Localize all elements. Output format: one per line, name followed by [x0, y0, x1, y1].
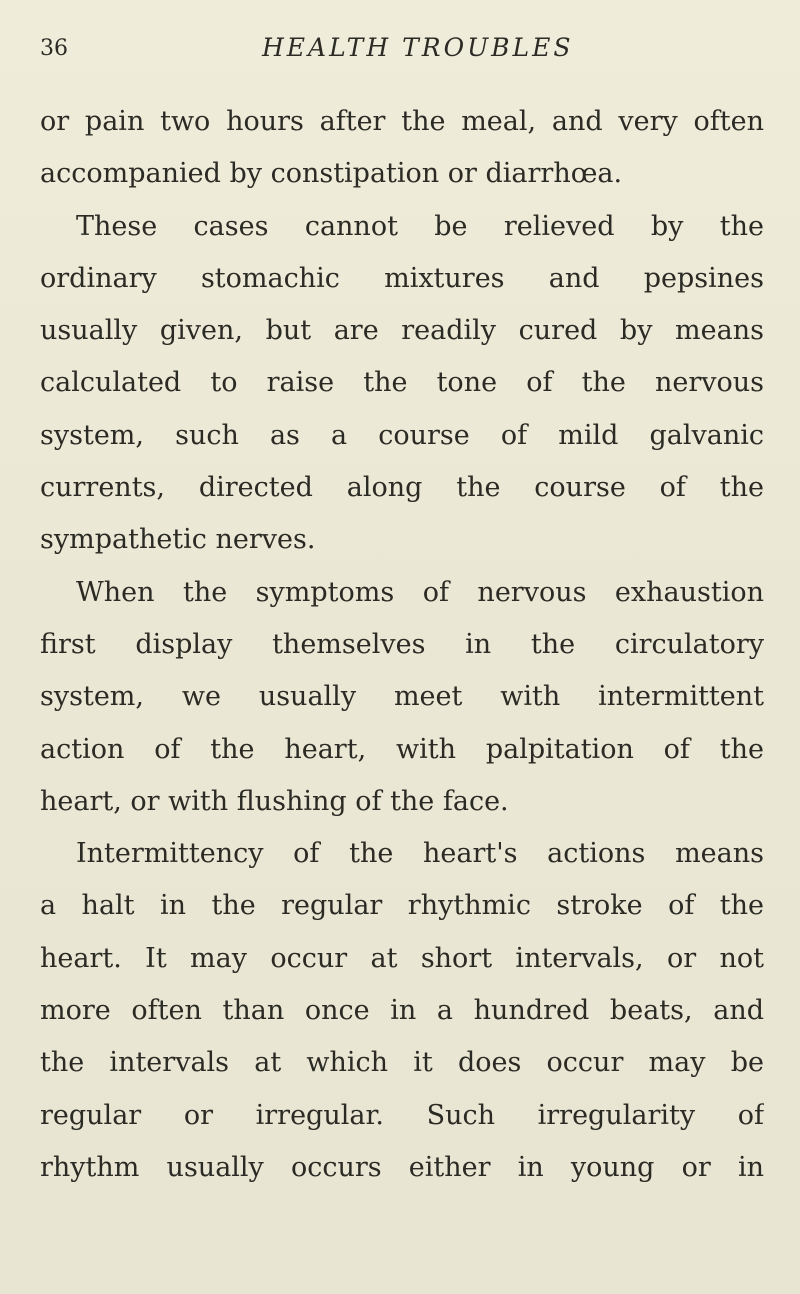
- text-line: When the symptoms of nervous exhaustion: [76, 576, 764, 608]
- text-line: rhythm usually occurs either in young or in: [40, 1151, 764, 1183]
- text-line: accompanied by constipation or diarrhœa.: [40, 158, 623, 190]
- text-line: Intermittency of the heart's actions means: [76, 838, 764, 870]
- running-head: HEALTH TROUBLES: [262, 33, 574, 62]
- text-line: regular or irregular. Such irregularity of: [40, 1099, 764, 1131]
- text-line: more often than once in a hundred beats, and: [40, 995, 764, 1027]
- text-line: ordinary stomachic mixtures and pepsines: [40, 262, 764, 294]
- text-line: system, we usually meet with intermittent: [40, 681, 764, 713]
- text-line: system, such as a course of mild galvanic: [40, 419, 764, 451]
- body-text: [40, 96, 764, 1194]
- text-line: action of the heart, with palpitation of the: [40, 733, 764, 765]
- text-line: calculated to raise the tone of the nervous: [40, 367, 764, 399]
- page-header: [40, 30, 760, 70]
- text-line: currents, directed along the course of the: [40, 472, 764, 504]
- text-line: These cases cannot be relieved by the: [76, 210, 764, 242]
- text-line: heart, or with flushing of the face.: [40, 785, 509, 817]
- text-line: usually given, but are readily cured by means: [40, 315, 764, 347]
- page-number: 36: [40, 36, 68, 61]
- text-line: heart. It may occur at short intervals, or not: [40, 942, 764, 974]
- text-line: sympathetic nerves.: [40, 524, 316, 556]
- text-line: a halt in the regular rhythmic stroke of the: [40, 890, 764, 922]
- text-line: first display themselves in the circulatory: [40, 628, 764, 660]
- text-line: or pain two hours after the meal, and very often: [40, 106, 764, 137]
- text-line: the intervals at which it does occur may be: [40, 1047, 764, 1079]
